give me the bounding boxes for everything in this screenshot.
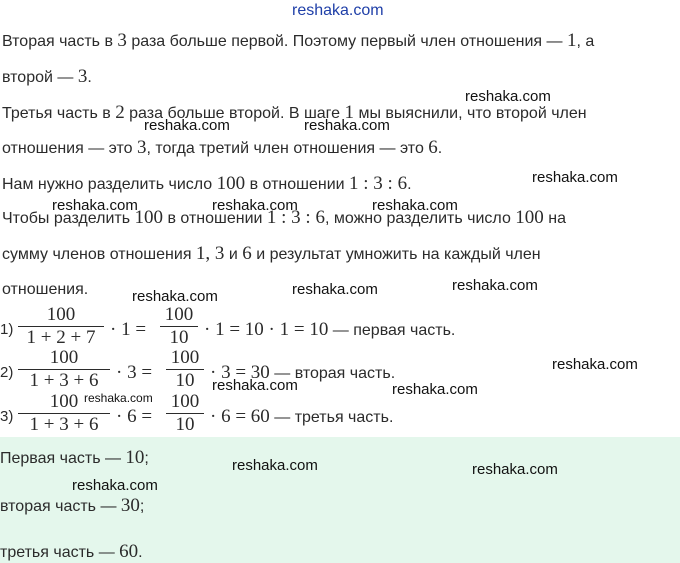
watermark: reshaka.com xyxy=(452,277,538,294)
fraction: 100 1 + 2 + 7 xyxy=(18,305,104,348)
equation-number: 2) xyxy=(0,364,14,381)
watermark: reshaka.com xyxy=(52,197,138,214)
paragraph-line: отношения — это 3, тогда третий член отношения — это 6. xyxy=(2,137,443,158)
watermark: reshaka.com xyxy=(472,461,558,478)
paragraph-line: отношения. xyxy=(2,281,89,298)
watermark: reshaka.com xyxy=(292,281,378,298)
fraction: 100 10 xyxy=(166,348,204,391)
watermark: reshaka.com xyxy=(372,197,458,214)
watermark: reshaka.com xyxy=(212,377,298,394)
equation-result: · 3 = 30 — вторая часть. xyxy=(210,362,396,383)
watermark: reshaka.com xyxy=(532,169,618,186)
paragraph-line: Чтобы разделить 100 в отношении 1 : 3 : 6, можно разделить число 100 на xyxy=(2,207,566,228)
watermark: reshaka.com xyxy=(392,381,478,398)
equation-number: 1) xyxy=(0,321,14,338)
equation-result: · 6 = 60 — третья часть. xyxy=(210,406,394,427)
answer-line: вторая часть — 30; xyxy=(0,495,145,516)
equation-part: · 6 = xyxy=(116,406,153,427)
paragraph-line: Третья часть в 2 раза больше второй. В шаге 1 мы выяснили, что второй член xyxy=(2,102,587,123)
equation-number: 3) xyxy=(0,408,14,425)
watermark: reshaka.com xyxy=(84,391,153,405)
equation-part: · 1 = xyxy=(110,319,147,340)
fraction: 100 10 xyxy=(160,305,198,348)
watermark: reshaka.com xyxy=(132,288,218,305)
watermark: reshaka.com xyxy=(232,457,318,474)
watermark: reshaka.com xyxy=(72,477,158,494)
fraction: 100 1 + 3 + 6 xyxy=(18,392,110,435)
fraction: 100 10 xyxy=(166,392,204,435)
paragraph-line: сумму членов отношения 1, 3 и 6 и результат умножить на каждый член xyxy=(2,243,541,264)
watermark: reshaka.com xyxy=(552,356,638,373)
fraction: 100 1 + 3 + 6 xyxy=(18,348,110,391)
watermark: reshaka.com xyxy=(292,2,384,19)
answer-line: Первая часть — 10; xyxy=(0,447,149,468)
watermark: reshaka.com xyxy=(304,117,390,134)
paragraph-line: Нам нужно разделить число 100 в отношении 1 : 3 : 6. xyxy=(2,173,412,194)
paragraph-line: второй — 3. xyxy=(2,66,92,87)
equation-part: · 3 = xyxy=(116,362,153,383)
paragraph-line: Вторая часть в 3 раза больше первой. Поэтому первый член отношения — 1, а xyxy=(2,30,595,51)
answer-line: третья часть — 60. xyxy=(0,541,143,562)
watermark: reshaka.com xyxy=(144,117,230,134)
equation-result: · 1 = 10 · 1 = 10 — первая часть. xyxy=(204,319,456,340)
watermark: reshaka.com xyxy=(465,88,551,105)
watermark: reshaka.com xyxy=(212,197,298,214)
